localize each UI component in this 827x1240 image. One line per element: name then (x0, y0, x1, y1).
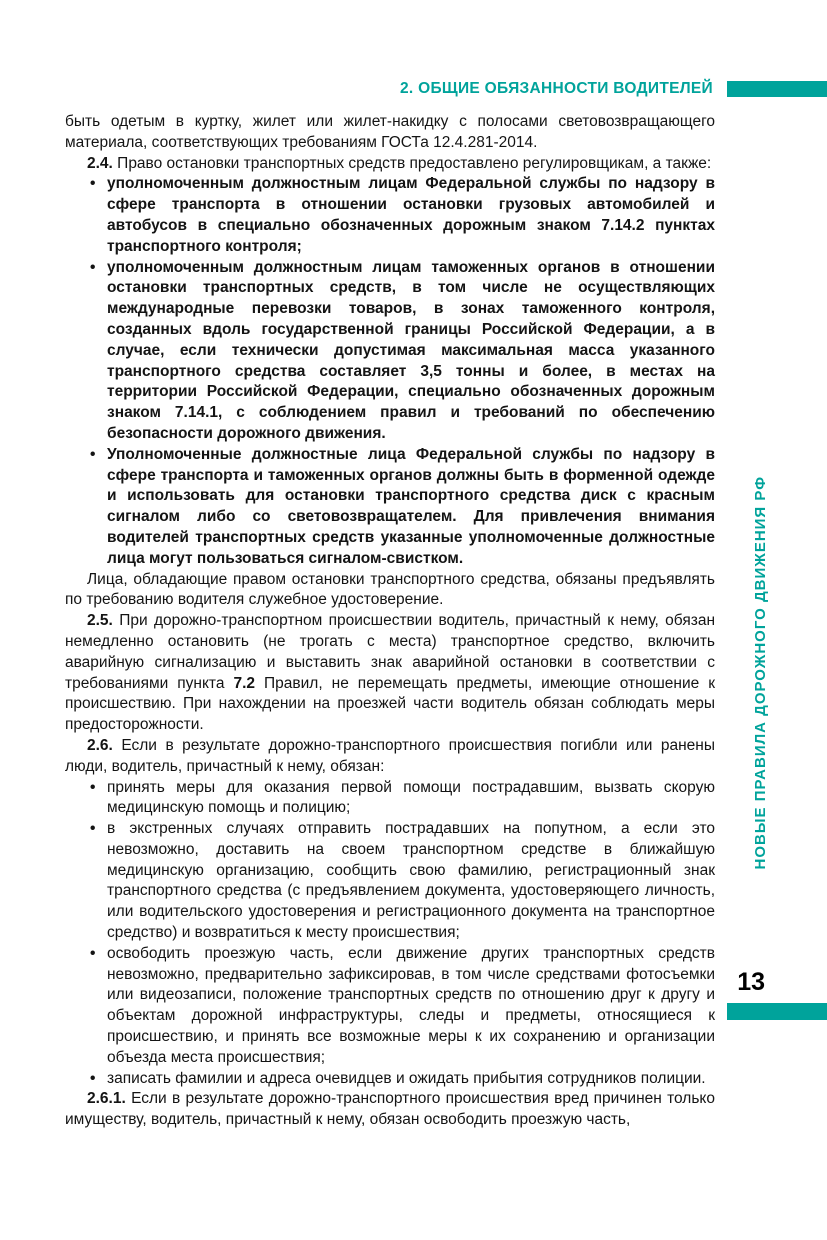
paragraph-2-5 (65, 611, 715, 736)
sidebar-vertical-title: НОВЫЕ ПРАВИЛА ДОРОЖНОГО ДВИЖЕНИЯ РФ (752, 476, 769, 870)
paragraph-text: Если в результате дорожно-транспортного происшествия погибли или ранены люди, водитель, причастный к нему, обязан: (65, 736, 715, 775)
paragraph-text: Правил, не перемещать предметы, имеющие отношение к происшествию. При нахождении на проезжей части водитель обязан соблюдать меры предосторожности. (65, 674, 715, 734)
page-number-accent-block (727, 1003, 827, 1020)
list-item (65, 778, 715, 820)
paragraph-2-6 (65, 736, 715, 778)
section-number: 2.5. (87, 612, 113, 630)
paragraph-text: При дорожно-транспортном происшествии водитель, причастный к нему, обязан немедленно остановить (не трогать с места) транспортное средство, включить аварийную сигнализацию и выставить знак аварийной остановки в соответствии с требованиями пункта (65, 612, 715, 692)
list-item-text: записать фамилии и адреса очевидцев и ожидать прибытия сотрудников полиции. (107, 1069, 706, 1087)
list-item-text: Уполномоченные должностные лица Федеральной службы по надзору в сфере транспорта и таможенных органов должны быть в форменной одежде и использовать для остановки транспортного средства диск с красным сигналом либо со световозвращателем. Для привлечения внимания водителей транспортных средств указанные уполномоченные должностные лица могут пользоваться сигналом-свистком. (107, 445, 715, 567)
bullet-marker: • (90, 175, 96, 193)
chapter-header: 2. ОБЩИЕ ОБЯЗАННОСТИ ВОДИТЕЛЕЙ (399, 80, 713, 97)
section-number: 2.6.1. (87, 1090, 126, 1108)
list-item-text: уполномоченным должностным лицам таможенных органов в отношении остановки транспортных средств, в том числе не осуществляющих международные перевозки товаров, в зонах таможенного контроля, созданных вдоль государственной границы Российской Федерации, а в случае, если технически допустимая максимальная масса указанного транспортного средства составляет 3,5 тонны и более, в местах на территории Российской Федерации, специально обозначенных дорожным знаком 7.14.1, с соблюдением правил и требований по обеспечению безопасности дорожного движения. (107, 258, 715, 442)
list-item-text: уполномоченным должностным лицам Федеральной службы по надзору в сфере транспорта в отношении остановки грузовых автомобилей и автобусов в специально обозначенных дорожным знаком 7.14.2 пунктах транспортного контроля; (107, 175, 715, 255)
list-item (65, 819, 715, 944)
paragraph-persons: Лица, обладающие правом остановки транспортного средства, обязаны предъявлять по требованию водителя служебное удостоверение. (65, 570, 715, 609)
list-item-text: в экстренных случаях отправить пострадавших на попутном, а если это невозможно, доставить на своем транспортном средстве в ближайшую медицинскую организацию, сообщить свою фамилию, регистрационный знак транспортного средства (с предъявлением документа, удостоверяющего личность, или водительского удостоверения и регистрационного документа на транспортное средство) и возвратиться к месту происшествия; (107, 820, 715, 942)
bullet-marker: • (90, 778, 96, 796)
paragraph-2-4 (65, 154, 715, 175)
bullet-marker: • (90, 1069, 96, 1087)
header-accent-block (727, 81, 827, 97)
bullet-marker: • (90, 944, 96, 962)
paragraph-2-6-1 (65, 1089, 715, 1131)
paragraph-text: Право остановки транспортных средств предоставлено регулировщикам, а также: (117, 154, 712, 172)
page-content (65, 112, 715, 1131)
bullet-marker: • (90, 820, 96, 838)
section-number: 2.6. (87, 736, 113, 754)
bullet-marker: • (90, 258, 96, 276)
list-item-text: освободить проезжую часть, если движение других транспортных средств невозможно, предварительно зафиксировав, в том числе средствами фотосъемки или видеозаписи, положение транспортных средств по отношению друг к другу и объектам дорожной инфраструктуры, следы и предметы, относящиеся к происшествию, и принять все возможные меры к их сохранению и организации объезда места происшествия; (107, 944, 715, 1066)
list-item (65, 174, 715, 257)
paragraph-continuation: быть одетым в куртку, жилет или жилет-накидку с полосами световозвращающего материала, соответствующих требованиям ГОСТа 12.4.281-2014. (65, 113, 715, 151)
list-item (65, 445, 715, 570)
section-number: 2.4. (87, 154, 113, 172)
list-item (65, 944, 715, 1069)
bullet-marker: • (90, 445, 96, 463)
page-number: 13 (737, 968, 765, 996)
rule-reference: 7.2 (233, 674, 256, 692)
list-item (65, 258, 715, 445)
paragraph-text: Если в результате дорожно-транспортного происшествия вред причинен только имуществу, водитель, причастный к нему, обязан освободить проезжую часть, (65, 1090, 716, 1129)
list-item (65, 1069, 715, 1090)
list-item-text: принять меры для оказания первой помощи пострадавшим, вызвать скорую медицинскую помощь и полицию; (107, 778, 715, 817)
